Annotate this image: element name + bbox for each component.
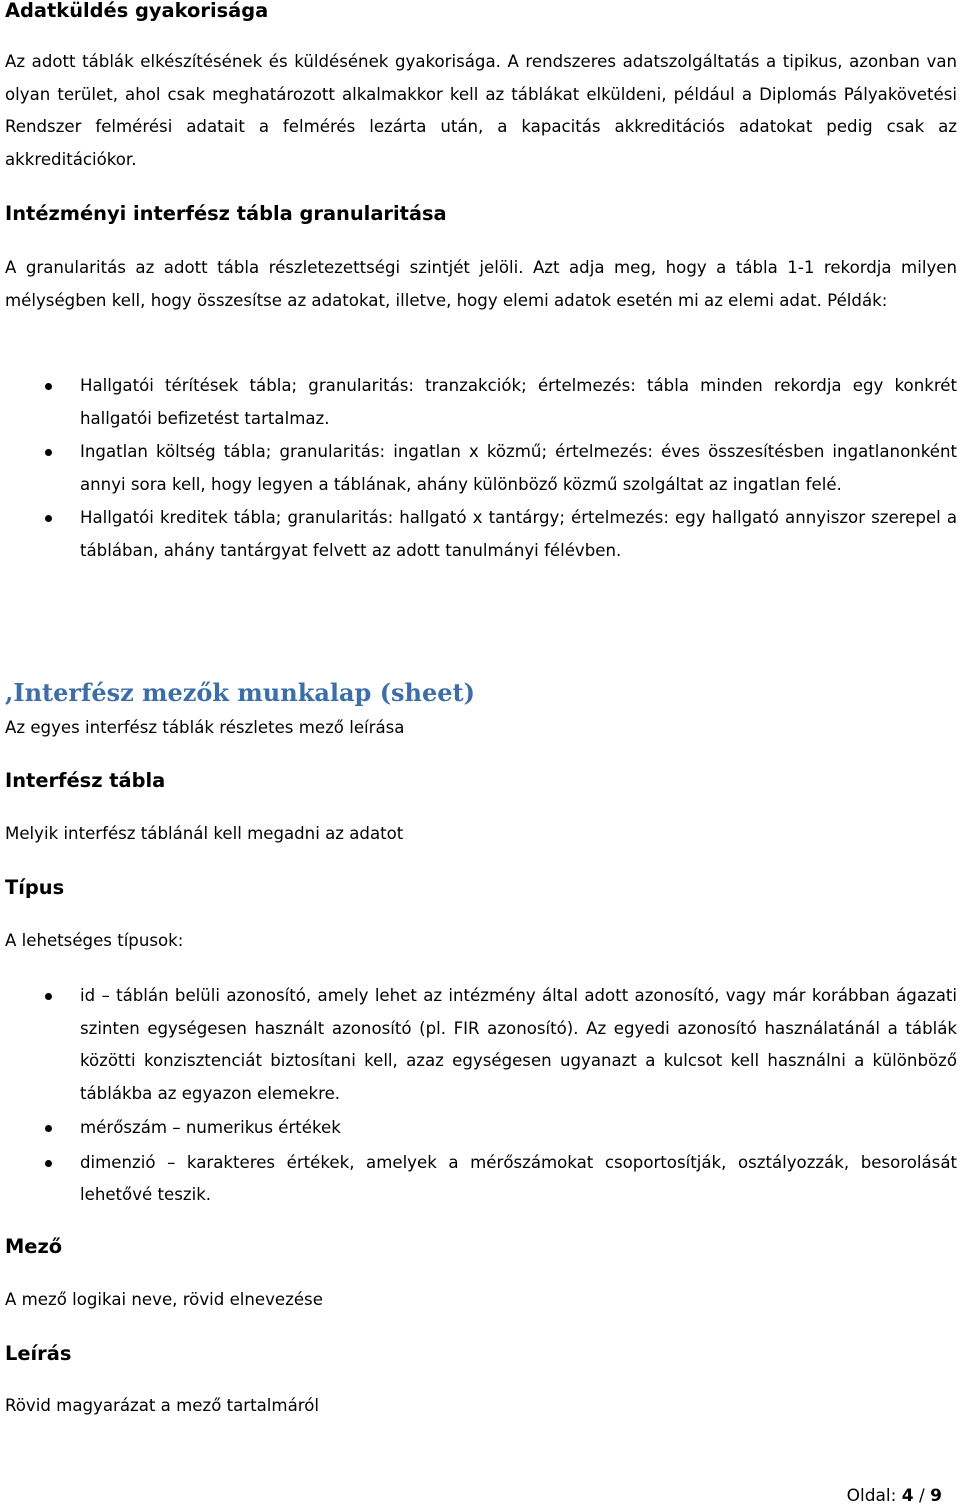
field-type-desc-block	[5, 925, 957, 958]
field-type-block	[5, 877, 957, 899]
sheet-title-text: Interfész mezők munkalap (sheet)	[13, 678, 475, 707]
field-heading-field: Mező	[5, 1235, 63, 1258]
list-item-text: mérőszám – numerikus értékek	[80, 1118, 341, 1137]
sheet-subtitle: Az egyes interfész táblák részletes mező leírása	[5, 718, 405, 737]
field-table-block	[5, 770, 957, 792]
bullet-icon	[45, 993, 52, 1000]
list-item	[5, 436, 957, 501]
field-heading-description: Leírás	[5, 1342, 72, 1365]
list-item	[5, 370, 957, 435]
section-frequency	[5, 0, 957, 22]
paragraph-granularity: A granularitás az adott tábla részletezettségi szintjét jelöli. Azt adja meg, hogy a tábla 1-1 rekordja milyen mélységben kell, hogy összesítse az adatokat, illetve, hogy elemi adatok esetén mi az elemi adat. Példák:	[5, 258, 957, 310]
bullet-icon	[45, 449, 52, 456]
section-heading-frequency: Adatküldés gyakorisága	[5, 0, 269, 22]
page-separator: /	[919, 1486, 925, 1506]
sheet-subtitle-block	[5, 712, 957, 745]
bullet-icon	[45, 383, 52, 390]
list-item	[5, 1112, 957, 1145]
field-name-block	[5, 1236, 957, 1258]
examples-list	[5, 370, 957, 567]
list-item	[5, 980, 957, 1110]
type-list-block	[5, 980, 957, 1212]
granularity-examples	[5, 370, 957, 567]
page-number-footer	[847, 1484, 942, 1508]
list-item-text: Hallgatói térítések tábla; granularitás: tranzakciók; értelmezés: tábla minden rekordja egy konkrét hallgatói befizetést tartalmaz.	[80, 376, 957, 428]
list-item-text: Hallgatói kreditek tábla; granularitás: hallgató x tantárgy; értelmezés: egy hallgató annyiszor szerepel a táblában, ahány tantárgyat felvett az adott tanulmányi félévben.	[80, 508, 957, 560]
list-item-text: Ingatlan költség tábla; granularitás: ingatlan x közmű; értelmezés: éves összesítésben ingatlanonként annyi sora kell, hogy legyen a táblának, ahány különböző közmű szolgáltat az ingatlan felé.	[80, 442, 957, 494]
field-description-block	[5, 1343, 957, 1365]
field-desc-field: A mező logikai neve, rövid elnevezése	[5, 1290, 323, 1309]
list-item	[5, 502, 957, 567]
field-desc-table: Melyik interfész táblánál kell megadni az adatot	[5, 824, 404, 843]
bullet-icon	[45, 1125, 52, 1132]
list-item-text: dimenzió – karakteres értékek, amelyek a mérőszámokat csoportosítják, osztályozzák, besorolását lehetővé teszik.	[80, 1152, 957, 1204]
field-heading-type: Típus	[5, 876, 65, 899]
bullet-icon	[45, 515, 52, 522]
list-item	[5, 1147, 957, 1212]
section-granularity	[5, 203, 957, 225]
sheet-title	[5, 676, 957, 710]
paragraph-frequency: Az adott táblák elkészítésének és küldésének gyakorisága. A rendszeres adatszolgáltatás a tipikus, azonban van olyan terület, ahol csak meghatározott alkalmakkor kell az táblákat elküldeni, például a Diplomás Pályakövetési Rendszer felmérési adatait a felmérés lezárta után, a kapacitás akkreditációs adatokat pedig csak az akkreditációkor.	[5, 52, 957, 169]
page-current: 4	[901, 1486, 914, 1506]
types-list	[5, 980, 957, 1212]
section-heading-granularity: Intézményi interfész tábla granularitása	[5, 202, 447, 225]
page-label: Oldal:	[846, 1486, 897, 1506]
page-total: 9	[930, 1486, 942, 1506]
field-description-desc-block	[5, 1390, 957, 1423]
sheet-heading-block	[5, 676, 957, 710]
field-table-desc-block	[5, 818, 957, 851]
field-desc-description: Rövid magyarázat a mező tartalmáról	[5, 1396, 319, 1415]
bullet-icon	[45, 1160, 52, 1167]
sheet-title-prefix: ,	[5, 678, 14, 707]
section-granularity-body	[5, 252, 957, 317]
list-item-text: id – táblán belüli azonosító, amely lehet az intézmény által adott azonosító, vagy már korábban ágazati szinten egységesen használt azonosító (pl. FIR azonosító). Az egyedi azonosító használatánál a táblák közötti konzisztenciát biztosítani kell, azaz egységesen ugyanazt a kulcsot kell használni a különböző táblákba az egyazon elemekre.	[80, 986, 957, 1103]
field-desc-type: A lehetséges típusok:	[5, 931, 184, 950]
section-frequency-body	[5, 46, 957, 176]
field-name-desc-block	[5, 1284, 957, 1317]
field-heading-table: Interfész tábla	[5, 769, 166, 792]
